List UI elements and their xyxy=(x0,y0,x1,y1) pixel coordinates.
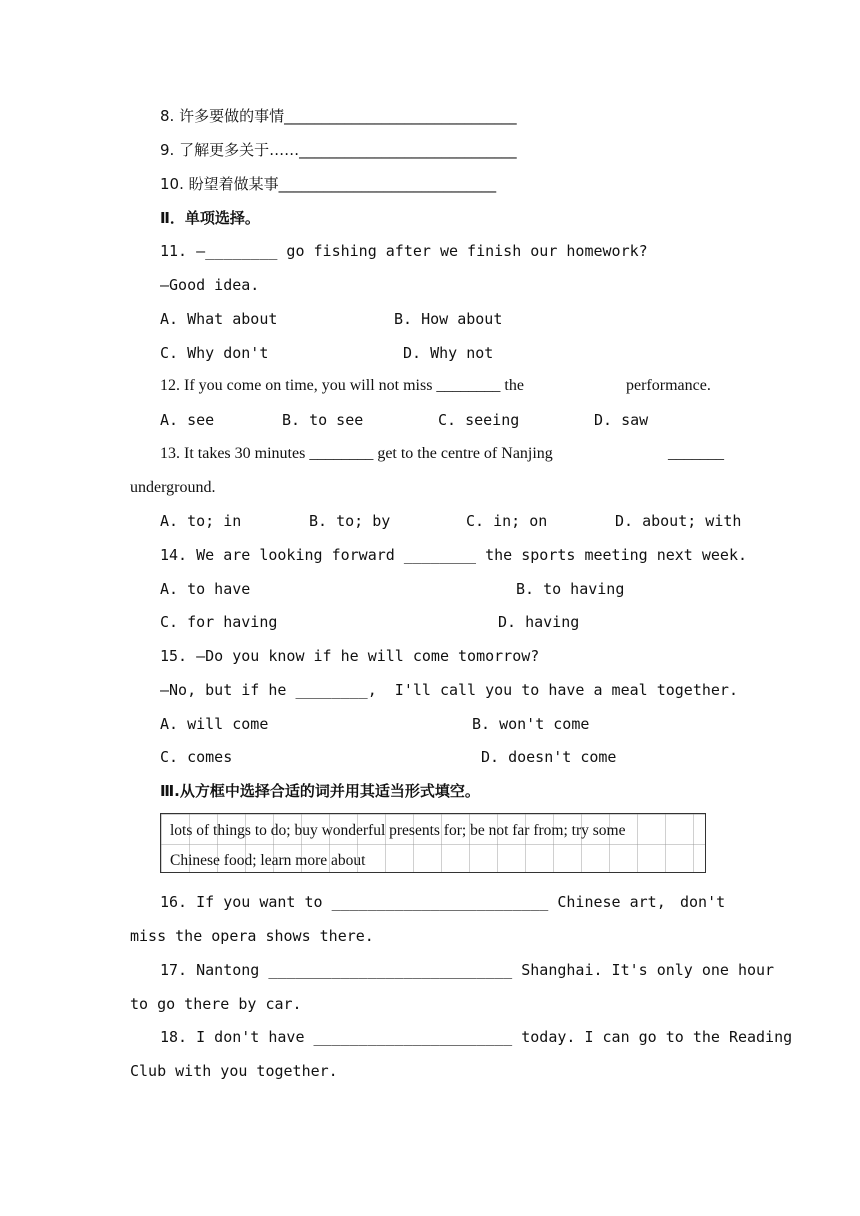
question-13-stem-end: underground. xyxy=(130,479,216,496)
question-11-option-c: C. Why don't xyxy=(160,344,269,362)
question-15-stem: 15. —Do you know if he will come tomorrow? xyxy=(160,647,540,665)
question-13-option-c: C. in; on xyxy=(466,512,548,530)
question-13-blank: _______ xyxy=(668,445,724,462)
question-13-stem: 13. It takes 30 minutes ________ get to the centre of Nanjing xyxy=(160,445,553,462)
word-bank-line-2: Chinese food; learn more about xyxy=(170,852,366,869)
question-17-stem-end: to go there by car. xyxy=(130,995,302,1013)
answer-blank: _____________________________ xyxy=(299,141,517,159)
question-11-option-b: B. How about xyxy=(394,310,503,328)
vocab-number: 9. xyxy=(160,141,175,159)
question-15-option-d: D. doesn't come xyxy=(481,748,617,766)
question-16-stem-end: miss the opera shows there. xyxy=(130,927,374,945)
question-12-stem-end: performance. xyxy=(626,377,711,394)
vocab-item-8 xyxy=(160,106,517,126)
question-14-option-d: D. having xyxy=(498,613,580,631)
question-16-stem: 16. If you want to ________________________ Chinese art, xyxy=(160,893,666,911)
question-15-option-a: A. will come xyxy=(160,715,269,733)
question-13-option-d: D. about; with xyxy=(615,512,742,530)
section-2-title: Ⅱ．单项选择。 xyxy=(160,209,260,227)
section-3-title: Ⅲ.从方框中选择合适的词并用其适当形式填空。 xyxy=(160,782,480,800)
question-17-stem: 17. Nantong ___________________________ Shanghai. It's only one hour xyxy=(160,961,775,979)
vocab-item-9 xyxy=(160,140,517,160)
question-15-reply: —No, but if he ________, I'll call you to have a meal together. xyxy=(160,681,738,699)
question-14-option-b: B. to having xyxy=(516,580,625,598)
question-11-reply: —Good idea. xyxy=(160,276,260,294)
vocab-text: 许多要做的事情 xyxy=(179,107,285,125)
question-18-stem-end: Club with you together. xyxy=(130,1062,338,1080)
question-11-stem: 11. —________ go fishing after we finish our homework? xyxy=(160,242,648,260)
question-14-stem: 14. We are looking forward ________ the sports meeting next week. xyxy=(160,546,747,564)
question-13-option-a: A. to; in xyxy=(160,512,242,530)
word-bank-box xyxy=(160,813,706,873)
word-bank-line-1: lots of things to do; buy wonderful presents for; be not far from; try some xyxy=(170,822,626,839)
question-18-stem: 18. I don't have ______________________ today. I can go to the Reading xyxy=(160,1028,793,1046)
question-12-option-c: C. seeing xyxy=(438,411,520,429)
question-12-option-b: B. to see xyxy=(282,411,364,429)
question-14-option-c: C. for having xyxy=(160,613,278,631)
question-11-option-a: A. What about xyxy=(160,310,278,328)
question-11-option-d: D. Why not xyxy=(403,344,494,362)
question-15-option-b: B. won't come xyxy=(472,715,590,733)
vocab-text: 盼望着做某事 xyxy=(188,175,279,193)
answer-blank: _____________________________ xyxy=(278,175,497,193)
vocab-text: 了解更多关于…… xyxy=(179,141,300,159)
vocab-item-10 xyxy=(160,174,496,194)
question-12-stem: 12. If you come on time, you will not miss ________ the xyxy=(160,377,524,394)
vocab-number: 10. xyxy=(160,175,184,193)
question-15-option-c: C. comes xyxy=(160,748,233,766)
question-12-option-a: A. see xyxy=(160,411,215,429)
question-16-stem-cont: don't xyxy=(680,893,726,911)
question-13-option-b: B. to; by xyxy=(309,512,391,530)
answer-blank: _______________________________ xyxy=(284,107,517,125)
question-12-option-d: D. saw xyxy=(594,411,649,429)
question-14-option-a: A. to have xyxy=(160,580,251,598)
vocab-number: 8. xyxy=(160,107,175,125)
